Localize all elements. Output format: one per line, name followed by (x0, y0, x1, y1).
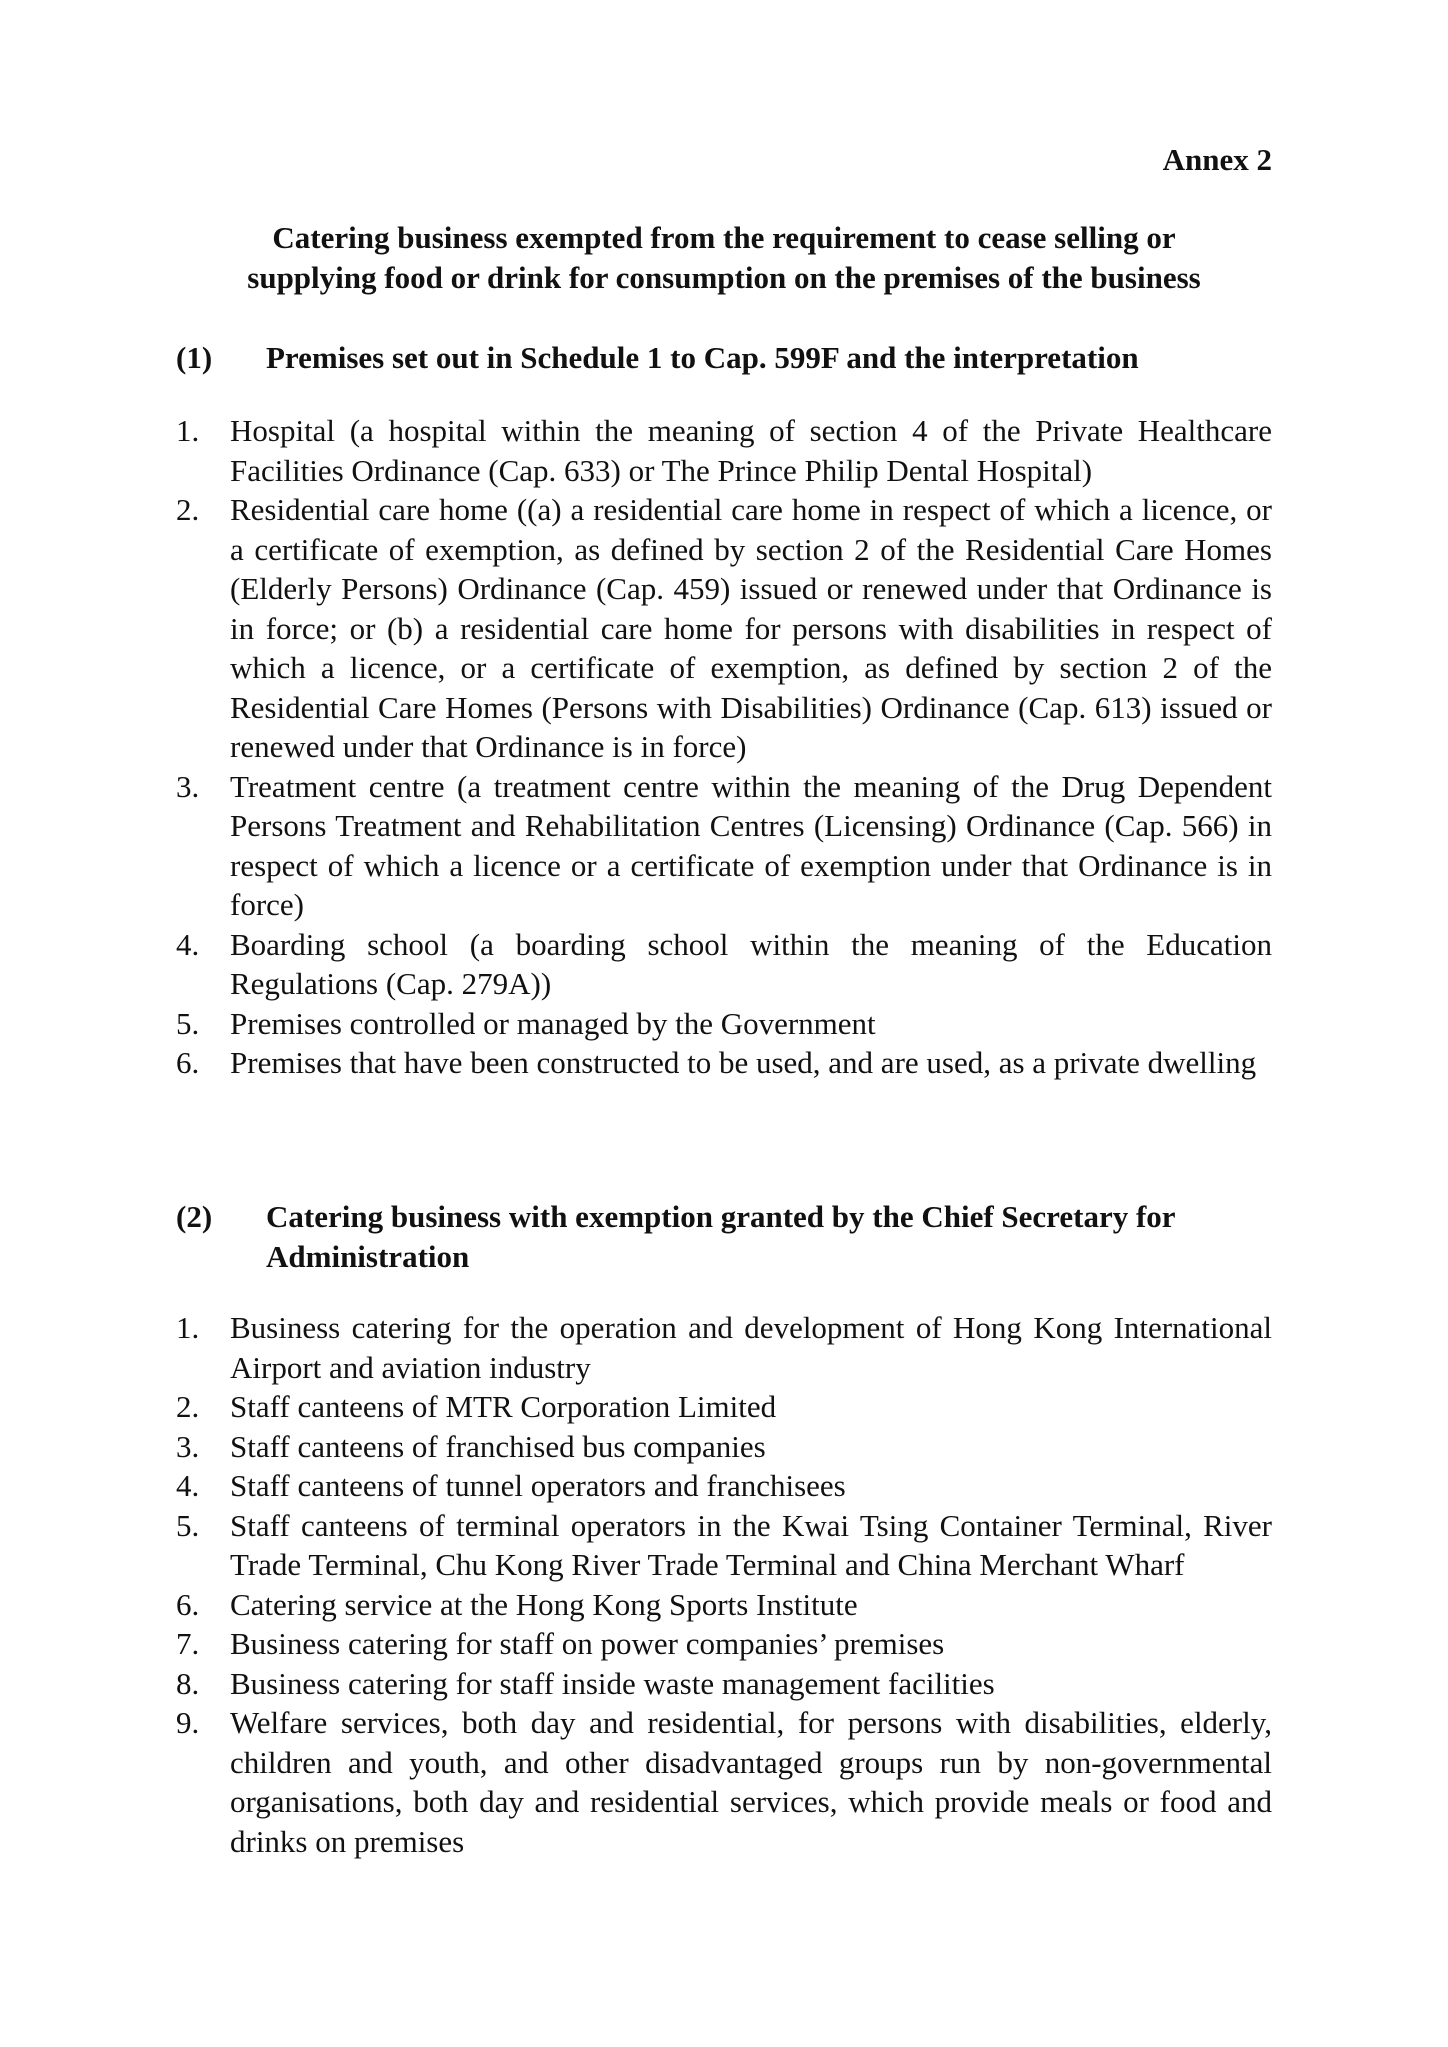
list-item-text: Business catering for the operation and development of Hong Kong International Airport and aviation industry (230, 1310, 1272, 1385)
list-item-text: Staff canteens of terminal operators in the Kwai Tsing Container Terminal, River Trade Terminal, Chu Kong River Trade Terminal and China Merchant Wharf (230, 1507, 1272, 1582)
list-item (176, 1703, 1272, 1861)
list-item (176, 1624, 1272, 1664)
section-1-list (176, 411, 1272, 1083)
list-item-number: 5. (176, 1507, 200, 1543)
list-item-number: 6. (176, 1586, 200, 1622)
section-1-number: (1) (176, 340, 213, 375)
list-item (176, 1308, 1272, 1387)
title-line-2: supplying food or drink for consumption on the premises of the business (247, 260, 1201, 295)
section-1-title: Premises set out in Schedule 1 to Cap. 599F and the interpretation (266, 340, 1139, 375)
document-title (176, 218, 1272, 298)
list-item (176, 1043, 1272, 1083)
list-item (176, 1387, 1272, 1427)
annex-label: Annex 2 (1162, 142, 1272, 177)
list-item-text: Boarding school (a boarding school within the meaning of the Education Regulations (Cap. 279A)) (230, 926, 1272, 1001)
list-item-number: 1. (176, 1310, 200, 1345)
list-item-text: Catering service at the Hong Kong Sports Institute (230, 1586, 858, 1622)
list-item-number: 3. (176, 1428, 200, 1464)
list-item-number: 8. (176, 1665, 200, 1701)
list-item-number: 2. (176, 1389, 200, 1424)
list-item-text: Treatment centre (a treatment centre within the meaning of the Drug Dependent Persons Treatment and Rehabilitation Centres (Licensing) Ordinance (Cap. 566) in respect of which a licence or a certificate of exemption under that Ordinance is in force) (230, 768, 1272, 922)
list-item-number: 4. (176, 1468, 200, 1503)
list-item (176, 1427, 1272, 1467)
list-item-number: 3. (176, 768, 200, 804)
list-item-number: 1. (176, 413, 200, 448)
list-item-text: Premises controlled or managed by the Government (230, 1005, 876, 1041)
list-item-text: Business catering for staff on power companies’ premises (230, 1626, 945, 1661)
list-item (176, 1664, 1272, 1704)
list-item-text: Premises that have been constructed to be used, and are used, as a private dwelling (230, 1045, 1257, 1080)
list-item (176, 1004, 1272, 1044)
list-item-number: 4. (176, 926, 200, 962)
list-item (176, 1466, 1272, 1506)
section-2-number: (2) (176, 1199, 213, 1234)
section-1-heading (176, 338, 1272, 378)
section-2-title: Catering business with exemption granted by the Chief Secretary for Administration (266, 1199, 1175, 1274)
section-2-heading (176, 1197, 1272, 1277)
list-item-number: 2. (176, 492, 200, 527)
list-item-text: Staff canteens of MTR Corporation Limited (230, 1389, 777, 1424)
list-item-text: Welfare services, both day and residential, for persons with disabilities, elderly, children and youth, and other disadvantaged groups run by non-governmental organisations, both day and residential services, which provide meals or food and drinks on premises (230, 1705, 1272, 1859)
list-item-text: Business catering for staff inside waste management facilities (230, 1665, 995, 1701)
list-item (176, 1506, 1272, 1585)
list-item (176, 925, 1272, 1004)
list-item-number: 5. (176, 1005, 200, 1041)
list-item-number: 9. (176, 1705, 200, 1740)
list-item-number: 7. (176, 1626, 200, 1661)
list-item-text: Staff canteens of franchised bus companies (230, 1428, 766, 1464)
title-line-1: Catering business exempted from the requirement to cease selling or (272, 220, 1176, 255)
section-2-list (176, 1308, 1272, 1861)
list-item-number: 6. (176, 1045, 200, 1080)
list-item (176, 411, 1272, 490)
list-item-text: Hospital (a hospital within the meaning of section 4 of the Private Healthcare Facilities Ordinance (Cap. 633) or The Prince Philip Dental Hospital) (230, 413, 1272, 488)
list-item (176, 767, 1272, 925)
list-item (176, 1585, 1272, 1625)
list-item (176, 490, 1272, 767)
list-item-text: Residential care home ((a) a residential care home in respect of which a licence, or a certificate of exemption, as defined by section 2 of the Residential Care Homes (Elderly Persons) Ordinance (Cap. 459) issued or renewed under that Ordinance is in force; or (b) a residential care home for persons with disabilities in respect of which a licence, or a certificate of exemption, as defined by section 2 of the Residential Care Homes (Persons with Disabilities) Ordinance (Cap. 613) issued or renewed under that Ordinance is in force) (230, 492, 1272, 764)
list-item-text: Staff canteens of tunnel operators and franchisees (230, 1468, 846, 1503)
